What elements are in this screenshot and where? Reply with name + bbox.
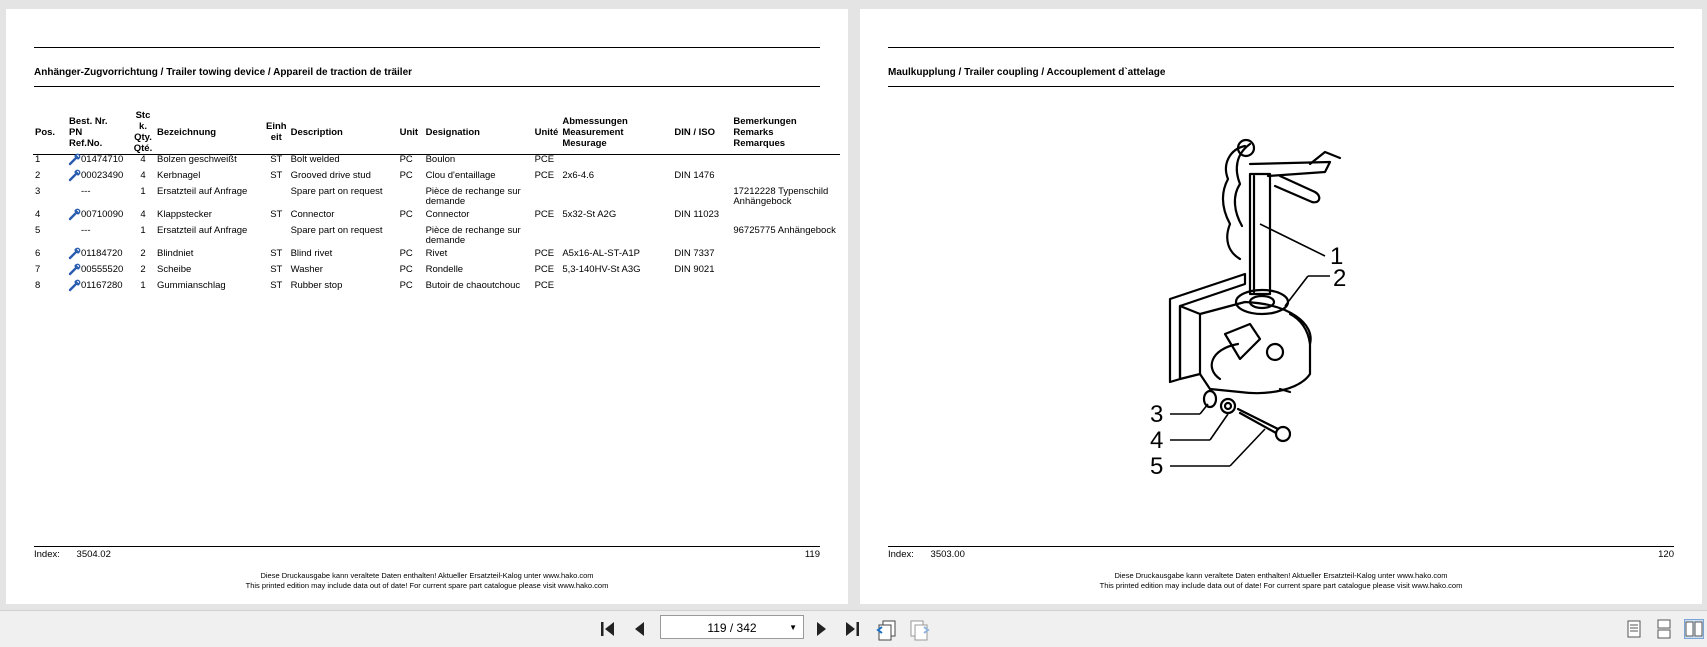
cell-din: DIN 7337	[674, 247, 715, 259]
table-row	[33, 187, 840, 210]
cell-unit	[398, 226, 424, 249]
cell-unite: PCE	[534, 279, 555, 291]
previous-page-button[interactable]	[630, 619, 650, 639]
disclaimer	[6, 571, 848, 591]
next-page-icon	[811, 619, 831, 639]
cell-pos: 7	[35, 263, 41, 275]
cell-unit: PC	[399, 263, 413, 275]
left-page	[6, 9, 848, 604]
cell-einheit	[264, 187, 289, 210]
footer-rule	[888, 546, 1674, 547]
cell-pos: 2	[35, 169, 41, 181]
cell-qty: 4	[140, 169, 146, 181]
cell-unite: PCE	[534, 263, 555, 275]
cell-pn[interactable]: 01167280	[67, 281, 131, 304]
cell-designation: Butoir de chaoutchouc	[425, 279, 521, 291]
header-einheit: Einh eit	[266, 121, 287, 143]
cell-einheit: ST	[270, 247, 283, 259]
header-unite: Unité	[534, 126, 559, 138]
header-measurement: Abmessungen Measurement Mesurage	[562, 115, 628, 149]
header-pn: Best. Nr. PN Ref.No.	[69, 115, 108, 149]
wrench-icon	[68, 208, 81, 221]
continuous-view-icon	[1654, 619, 1674, 639]
page-number: 119	[804, 549, 820, 560]
single-page-view-button[interactable]	[1624, 619, 1644, 639]
cell-pn: ---	[81, 185, 91, 197]
table-row	[33, 265, 840, 281]
index-value: 3504.02	[76, 549, 111, 560]
cell-remarks	[731, 210, 840, 226]
go-forward-icon	[908, 619, 930, 641]
cell-qty: 2	[140, 247, 146, 259]
go-back-icon	[876, 619, 898, 641]
callout-4: 4	[1150, 427, 1164, 454]
cell-qty: 1	[140, 279, 146, 291]
cell-remarks: 96725775 Anhängebock	[733, 224, 836, 236]
cell-pos: 5	[35, 224, 41, 236]
cell-unite	[533, 187, 561, 210]
cell-measurement	[560, 281, 672, 304]
cell-din	[672, 155, 731, 171]
callout-3: 3	[1150, 401, 1164, 428]
cell-remarks: 17212228 Typenschild Anhängebock	[733, 185, 829, 207]
cell-remarks	[731, 171, 840, 187]
first-page-icon	[598, 619, 618, 639]
callout-5: 5	[1150, 453, 1164, 480]
cell-einheit: ST	[270, 263, 283, 275]
cell-bezeichnung: Klappstecker	[157, 208, 212, 220]
wrench-icon	[68, 169, 81, 182]
cell-bezeichnung: Scheibe	[157, 263, 192, 275]
disclaimer-de: Diese Druckausgabe kann veraltete Daten enthalten! Aktueller Ersatzteil-Kalog unter www.hako.com	[260, 571, 594, 580]
wrench-icon	[68, 247, 81, 260]
cell-pos: 3	[35, 185, 41, 197]
cell-bezeichnung: Gummianschlag	[157, 279, 226, 291]
callout-1: 1	[1330, 243, 1344, 270]
cell-unite: PCE	[534, 169, 555, 181]
viewer-toolbar	[0, 610, 1707, 647]
index-value: 3503.00	[930, 549, 965, 560]
cell-unit	[398, 187, 424, 210]
index-label: Index:	[888, 549, 914, 560]
table-row	[33, 281, 840, 304]
index-label: Index:	[34, 549, 60, 560]
cell-din	[672, 226, 731, 249]
cell-measurement	[560, 187, 672, 210]
cell-unite: PCE	[534, 208, 555, 220]
header-qty: Stc k. Qty. Qté.	[133, 110, 153, 154]
cell-measurement: A5x16-AL-ST-A1P	[562, 247, 640, 259]
cell-designation: Rivet	[425, 247, 448, 259]
header-pos: Pos.	[35, 126, 56, 138]
last-page-button[interactable]	[842, 619, 862, 639]
cell-qty: 1	[140, 185, 146, 197]
cell-din	[672, 187, 731, 210]
go-forward-button[interactable]	[908, 619, 928, 639]
cell-qty: 2	[140, 263, 146, 275]
cell-description: Rubber stop	[290, 279, 343, 291]
cell-bezeichnung: Kerbnagel	[157, 169, 201, 181]
first-page-button[interactable]	[598, 619, 618, 639]
cell-unit: PC	[399, 208, 413, 220]
cell-qty: 4	[140, 208, 146, 220]
two-page-view-icon	[1685, 620, 1703, 638]
cell-measurement: 5x32-St A2G	[562, 208, 617, 220]
header-unit: Unit	[399, 126, 419, 138]
page-number: 120	[1658, 549, 1674, 560]
cell-unite: PCE	[534, 247, 555, 259]
cell-measurement: 5,3-140HV-St A3G	[562, 263, 641, 275]
header-bezeichnung: Bezeichnung	[157, 126, 217, 138]
table-row	[33, 249, 840, 265]
footer-rule	[34, 546, 820, 547]
cell-designation: Rondelle	[425, 263, 464, 275]
cell-description: Blind rivet	[290, 247, 333, 259]
cell-einheit: ST	[270, 208, 283, 220]
cell-description: Washer	[290, 263, 323, 275]
cell-pos: 8	[35, 279, 41, 291]
cell-unite	[533, 226, 561, 249]
go-back-button[interactable]	[876, 619, 896, 639]
cell-unite: PCE	[534, 154, 555, 165]
cell-measurement	[560, 155, 672, 171]
cell-pn[interactable]: 00710090	[67, 210, 131, 226]
footer-index	[888, 549, 979, 560]
previous-page-icon	[630, 619, 650, 639]
cell-designation: Clou d'entaillage	[425, 169, 496, 181]
title-rule	[34, 86, 820, 87]
cell-description: Spare part on request	[290, 185, 383, 197]
cell-measurement: 2x6-4.6	[562, 169, 595, 181]
cell-einheit: ST	[270, 279, 283, 291]
cell-remarks	[731, 155, 840, 171]
cell-bezeichnung: Bolzen geschweißt	[157, 154, 237, 165]
trailer-coupling-drawing	[1150, 134, 1400, 514]
table-row	[33, 210, 840, 226]
table-header-row	[33, 110, 840, 155]
cell-pos: 6	[35, 247, 41, 259]
cell-bezeichnung: Blindniet	[157, 247, 194, 259]
cell-pn[interactable]: 00023490	[67, 171, 131, 187]
wrench-icon	[68, 153, 81, 166]
disclaimer-de: Diese Druckausgabe kann veraltete Daten enthalten! Aktueller Ersatzteil-Kalog unter www.hako.com	[1114, 571, 1448, 580]
table-row	[33, 226, 840, 249]
header-din: DIN / ISO	[674, 126, 715, 138]
disclaimer-en: This printed edition may include data out of date! For current spare part catalogue please visit www.hako.com	[1099, 581, 1463, 590]
cell-designation: Pièce de rechange sur demande	[425, 185, 521, 207]
cell-pos: 4	[35, 208, 41, 220]
cell-designation: Connector	[425, 208, 470, 220]
top-rule	[888, 47, 1674, 48]
cell-qty: 4	[140, 154, 146, 165]
cell-pn[interactable]: 01474710	[67, 155, 131, 171]
cell-description: Connector	[290, 208, 335, 220]
cell-remarks	[731, 249, 840, 265]
table-row	[33, 155, 840, 171]
single-page-view-icon	[1624, 619, 1644, 639]
footer-index	[34, 549, 125, 560]
wrench-icon	[68, 279, 81, 292]
cell-einheit	[264, 226, 289, 249]
callout-2: 2	[1333, 265, 1347, 292]
table-row	[33, 171, 840, 187]
cell-measurement	[560, 226, 672, 249]
right-page	[860, 9, 1702, 604]
cell-pn[interactable]: 01184720	[67, 249, 131, 265]
top-rule	[34, 47, 820, 48]
disclaimer	[860, 571, 1702, 591]
cell-pos: 1	[35, 154, 41, 165]
cell-description: Bolt welded	[290, 154, 340, 165]
cell-bezeichnung: Ersatzteil auf Anfrage	[157, 224, 248, 236]
cell-din: DIN 1476	[674, 169, 715, 181]
cell-qty: 1	[140, 224, 146, 236]
cell-unit: PC	[399, 279, 413, 291]
section-title: Anhänger-Zugvorrichtung / Trailer towing device / Appareil de traction de träiler	[34, 67, 413, 78]
cell-description: Grooved drive stud	[290, 169, 371, 181]
cell-remarks	[731, 265, 840, 281]
cell-din: DIN 9021	[674, 263, 715, 275]
parts-table	[33, 110, 840, 304]
cell-din	[672, 281, 731, 304]
cell-designation: Boulon	[425, 154, 456, 165]
next-page-button[interactable]	[811, 619, 831, 639]
disclaimer-en: This printed edition may include data out of date! For current spare part catalogue please visit www.hako.com	[245, 581, 609, 590]
chevron-down-icon[interactable]: ▼	[789, 623, 797, 632]
header-designation: Designation	[425, 126, 480, 138]
wrench-icon	[68, 263, 81, 276]
cell-description: Spare part on request	[290, 224, 383, 236]
page-number-field[interactable]	[660, 615, 804, 639]
section-title: Maulkupplung / Trailer coupling / Accouplement d`attelage	[888, 67, 1166, 78]
header-description: Description	[290, 126, 343, 138]
cell-einheit: ST	[270, 154, 283, 165]
cell-unit: PC	[399, 169, 413, 181]
cell-bezeichnung: Ersatzteil auf Anfrage	[157, 185, 248, 197]
continuous-view-button[interactable]	[1654, 619, 1674, 639]
title-rule	[888, 86, 1674, 87]
page-indicator: 119 / 342	[707, 621, 757, 635]
cell-din: DIN 11023	[674, 208, 720, 220]
cell-pn[interactable]: 00555520	[67, 265, 131, 281]
cell-pn: ---	[81, 224, 91, 236]
last-page-icon	[842, 619, 862, 639]
cell-remarks	[731, 281, 840, 304]
cell-designation: Pièce de rechange sur demande	[425, 224, 521, 246]
cell-unit: PC	[399, 154, 413, 165]
two-page-view-button[interactable]	[1684, 619, 1704, 639]
header-remarks: Bemerkungen Remarks Remarques	[733, 115, 797, 149]
cell-einheit: ST	[270, 169, 283, 181]
cell-unit: PC	[399, 247, 413, 259]
